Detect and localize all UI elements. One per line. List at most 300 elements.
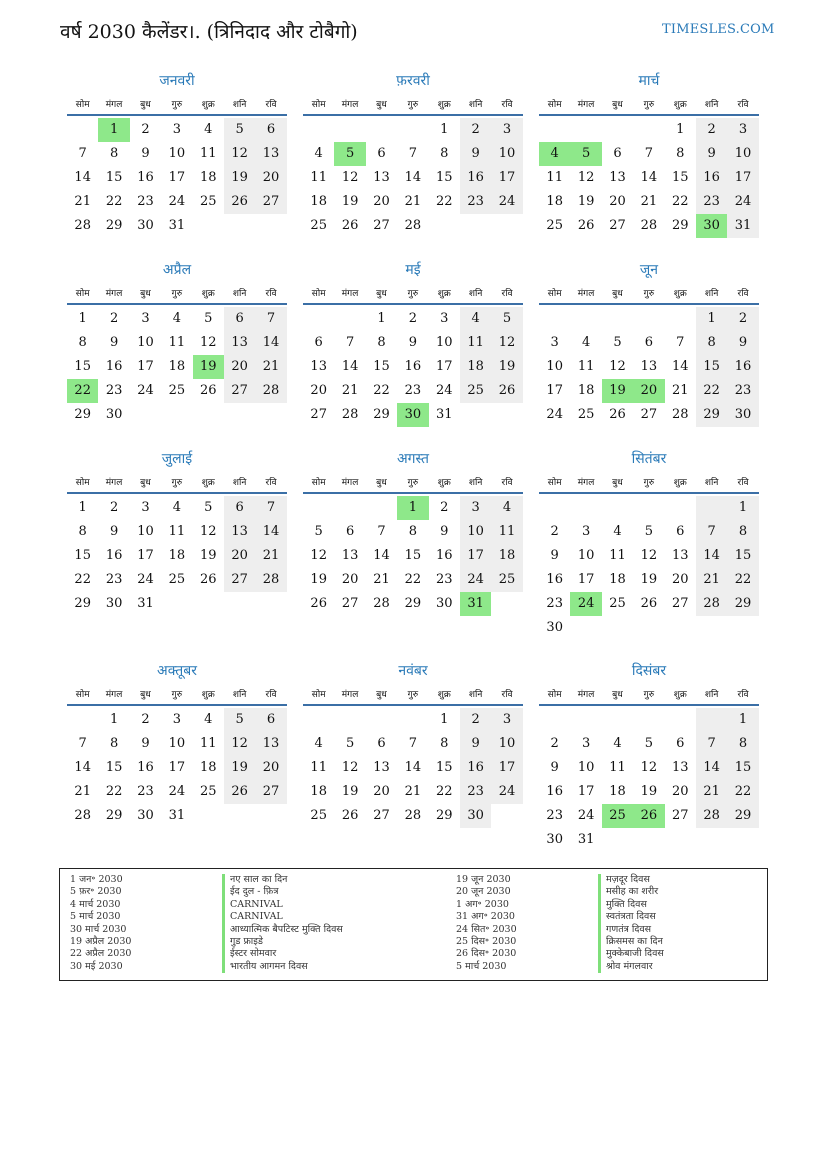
day-cell[interactable]: 20 [310,383,327,398]
day-cell[interactable]: 4 [613,736,622,751]
day-cell[interactable]: 12 [199,335,217,350]
day-cell[interactable]: 14 [404,760,422,775]
day-cell[interactable]: 20 [224,544,255,568]
day-cell[interactable]: 21 [696,780,727,804]
day-cell[interactable]: 11 [491,520,522,544]
day-cell[interactable]: 5 [644,524,653,539]
day-cell[interactable]: 22 [435,784,453,799]
day-cell[interactable]: 18 [609,572,626,587]
day-cell[interactable]: 18 [546,194,563,209]
day-cell[interactable]: 14 [671,359,689,374]
day-cell[interactable]: 4 [613,524,622,539]
day-cell[interactable]: 13 [255,732,286,756]
day-cell[interactable]: 2 [696,118,727,142]
day-cell[interactable]: 27 [671,808,689,823]
day-cell[interactable]: 24 [137,383,154,398]
day-cell[interactable]: 8 [440,736,449,751]
day-cell[interactable]: 18 [310,194,327,209]
day-cell[interactable]: 30 [435,596,453,611]
day-cell[interactable]: 6 [377,736,386,751]
day-cell[interactable]: 4 [581,335,591,350]
day-cell[interactable]: 30 [137,808,154,823]
day-cell[interactable]: 19 [199,548,217,563]
day-cell[interactable]: 24 [460,568,491,592]
day-cell[interactable]: 1 [78,311,87,326]
day-cell[interactable]: 19 [341,784,359,799]
day-cell[interactable]: 26 [491,379,522,403]
day-cell[interactable]: 18 [199,760,217,775]
day-cell[interactable]: 9 [141,146,150,161]
day-cell[interactable]: 9 [440,524,449,539]
day-cell[interactable]: 14 [404,170,422,185]
day-cell[interactable]: 5 [204,500,213,515]
day-cell[interactable]: 13 [373,170,390,185]
day-cell[interactable]: 2 [408,311,417,326]
day-cell[interactable]: 12 [491,331,522,355]
day-cell[interactable]: 25 [491,568,522,592]
day-cell[interactable]: 18 [168,359,186,374]
day-cell[interactable]: 5 [491,307,522,331]
day-cell[interactable]: 1 [676,122,685,137]
day-cell[interactable]: 24 [491,190,522,214]
day-cell[interactable]: 4 [314,736,323,751]
day-cell[interactable]: 24 [168,194,186,209]
day-cell[interactable]: 22 [105,194,123,209]
day-cell[interactable]: 28 [404,808,422,823]
day-cell[interactable]: 23 [404,383,422,398]
day-cell[interactable]: 10 [577,760,595,775]
day-cell[interactable]: 15 [105,170,123,185]
day-cell[interactable]: 20 [224,355,255,379]
day-cell[interactable]: 2 [109,311,119,326]
day-cell[interactable]: 10 [168,146,186,161]
day-cell[interactable]: 25 [310,808,327,823]
day-cell[interactable]: 30 [105,407,123,422]
day-cell[interactable]: 24 [168,784,186,799]
day-cell[interactable]: 1 [440,122,449,137]
day-cell[interactable]: 14 [74,760,91,775]
day-cell[interactable]: 28 [373,596,390,611]
day-cell[interactable]: 22 [373,383,390,398]
day-cell[interactable]: 16 [137,760,154,775]
day-cell[interactable]: 5 [224,708,255,732]
day-cell[interactable]: 20 [255,166,286,190]
day-cell[interactable]: 28 [341,407,359,422]
day-cell[interactable]: 6 [377,146,386,161]
day-cell[interactable]: 7 [255,496,286,520]
day-cell[interactable]: 3 [491,708,522,732]
day-cell[interactable]: 14 [255,331,286,355]
day-cell[interactable]: 21 [341,383,359,398]
day-cell[interactable]: 31 [727,214,758,238]
day-cell[interactable]: 15 [696,355,727,379]
day-cell[interactable]: 8 [696,331,727,355]
day-cell[interactable]: 27 [640,407,658,422]
day-cell[interactable]: 20 [373,784,390,799]
day-cell[interactable]: 9 [696,142,727,166]
day-cell[interactable]: 15 [727,544,758,568]
day-cell[interactable]: 27 [224,568,255,592]
day-cell[interactable]: 4 [314,146,323,161]
day-cell[interactable]: 7 [78,146,87,161]
day-cell[interactable]: 11 [609,548,626,563]
day-cell[interactable]: 28 [255,568,286,592]
day-cell[interactable]: 3 [172,712,181,727]
day-cell[interactable]: 17 [460,544,491,568]
day-cell[interactable]: 25 [168,572,186,587]
day-cell[interactable]: 21 [255,355,286,379]
day-cell[interactable]: 6 [676,524,685,539]
day-cell[interactable]: 15 [727,756,758,780]
day-cell[interactable]: 3 [460,496,491,520]
day-cell[interactable]: 26 [199,572,217,587]
day-cell[interactable]: 21 [74,784,91,799]
day-cell[interactable]: 3 [491,118,522,142]
day-cell[interactable]: 27 [373,218,390,233]
day-cell[interactable]: 24 [435,383,453,398]
day-cell[interactable]: 4 [204,122,213,137]
day-cell[interactable]: 2 [440,500,449,515]
day-cell[interactable]: 22 [404,572,422,587]
day-cell[interactable]: 14 [74,170,91,185]
day-cell[interactable]: 15 [74,548,91,563]
day-cell[interactable]: 21 [404,194,422,209]
day-cell[interactable]: 29 [696,403,727,427]
day-cell[interactable]: 11 [199,736,217,751]
day-cell[interactable]: 5 [345,736,355,751]
day-cell[interactable]: 7 [696,520,727,544]
day-cell[interactable]: 19 [310,572,327,587]
day-cell[interactable]: 12 [341,170,359,185]
day-cell[interactable]: 7 [408,146,417,161]
day-cell[interactable]: 31 [435,407,453,422]
day-cell[interactable]: 28 [640,218,658,233]
day-cell[interactable]: 11 [199,146,217,161]
day-cell[interactable]: 25 [168,383,186,398]
day-cell[interactable]: 17 [577,784,595,799]
day-cell[interactable]: 19 [224,166,255,190]
day-cell[interactable]: 13 [224,520,255,544]
day-cell[interactable]: 2 [141,712,150,727]
day-cell[interactable]: 13 [640,359,658,374]
day-cell[interactable]: 3 [727,118,758,142]
day-cell[interactable]: 29 [105,218,123,233]
day-cell[interactable]: 2 [141,122,150,137]
day-cell[interactable]: 10 [546,359,563,374]
day-cell[interactable]: 5 [204,311,213,326]
day-cell[interactable]: 29 [671,218,689,233]
day-cell[interactable]: 15 [404,548,422,563]
day-cell[interactable]: 15 [435,760,453,775]
day-cell[interactable]: 27 [310,407,327,422]
day-cell[interactable]: 2 [109,500,119,515]
day-cell[interactable]: 17 [546,383,563,398]
day-cell[interactable]: 24 [577,808,595,823]
day-cell[interactable]: 23 [137,194,154,209]
day-cell[interactable]: 18 [460,355,491,379]
day-cell[interactable]: 5 [644,736,653,751]
day-cell[interactable]: 4 [172,311,181,326]
day-cell[interactable]: 18 [168,548,186,563]
day-cell[interactable]: 5 [334,142,365,166]
day-cell[interactable]: 24 [546,407,563,422]
day-cell[interactable]: 3 [172,122,181,137]
day-cell[interactable]: 19 [602,379,633,403]
day-cell[interactable]: 26 [224,780,255,804]
day-cell[interactable]: 21 [74,194,91,209]
day-cell[interactable]: 16 [404,359,422,374]
day-cell[interactable]: 7 [78,736,87,751]
day-cell[interactable]: 29 [373,407,390,422]
day-cell[interactable]: 27 [341,596,359,611]
day-cell[interactable]: 26 [577,218,595,233]
day-cell[interactable]: 20 [671,572,689,587]
day-cell[interactable]: 29 [404,596,422,611]
day-cell[interactable]: 21 [404,784,422,799]
day-cell[interactable]: 9 [109,335,119,350]
day-cell[interactable]: 23 [137,784,154,799]
day-cell[interactable]: 6 [613,146,622,161]
day-cell[interactable]: 10 [577,548,595,563]
day-cell[interactable]: 30 [137,218,154,233]
day-cell[interactable]: 26 [609,407,626,422]
day-cell[interactable]: 12 [609,359,626,374]
day-cell[interactable]: 22 [696,379,727,403]
day-cell[interactable]: 9 [550,548,559,563]
day-cell[interactable]: 5 [314,524,323,539]
day-cell[interactable]: 1 [440,712,449,727]
day-cell[interactable]: 24 [137,572,154,587]
day-cell[interactable]: 11 [168,335,186,350]
day-cell[interactable]: 19 [341,194,359,209]
day-cell[interactable]: 17 [727,166,758,190]
day-cell[interactable]: 11 [310,170,327,185]
day-cell[interactable]: 8 [676,146,685,161]
day-cell[interactable]: 17 [137,548,154,563]
day-cell[interactable]: 29 [74,596,91,611]
day-cell[interactable]: 2 [550,524,559,539]
day-cell[interactable]: 23 [696,190,727,214]
day-cell[interactable]: 13 [671,760,689,775]
day-cell[interactable]: 10 [460,520,491,544]
day-cell[interactable]: 13 [224,331,255,355]
day-cell[interactable]: 16 [727,355,758,379]
day-cell[interactable]: 20 [373,194,390,209]
day-cell[interactable]: 6 [224,496,255,520]
day-cell[interactable]: 26 [341,808,359,823]
day-cell[interactable]: 25 [546,218,563,233]
day-cell[interactable]: 16 [696,166,727,190]
day-cell[interactable]: 11 [577,359,595,374]
day-cell[interactable]: 12 [224,142,255,166]
day-cell[interactable]: 11 [168,524,186,539]
day-cell[interactable]: 25 [602,804,633,828]
day-cell[interactable]: 8 [78,335,87,350]
day-cell[interactable]: 26 [341,218,359,233]
day-cell[interactable]: 4 [539,142,570,166]
day-cell[interactable]: 10 [491,732,522,756]
day-cell[interactable]: 18 [577,383,595,398]
day-cell[interactable]: 2 [460,708,491,732]
day-cell[interactable]: 17 [491,756,522,780]
day-cell[interactable]: 4 [172,500,181,515]
day-cell[interactable]: 8 [727,732,758,756]
day-cell[interactable]: 8 [109,736,119,751]
day-cell[interactable]: 1 [78,500,87,515]
day-cell[interactable]: 15 [373,359,390,374]
day-cell[interactable]: 27 [255,780,286,804]
day-cell[interactable]: 16 [435,548,453,563]
day-cell[interactable]: 3 [581,524,591,539]
day-cell[interactable]: 28 [255,379,286,403]
day-cell[interactable]: 12 [577,170,595,185]
day-cell[interactable]: 8 [78,524,87,539]
day-cell[interactable]: 14 [696,756,727,780]
day-cell[interactable]: 23 [435,572,453,587]
day-cell[interactable]: 16 [137,170,154,185]
day-cell[interactable]: 14 [255,520,286,544]
day-cell[interactable]: 15 [435,170,453,185]
day-cell[interactable]: 9 [460,732,491,756]
day-cell[interactable]: 23 [105,572,123,587]
day-cell[interactable]: 6 [644,335,653,350]
day-cell[interactable]: 13 [255,142,286,166]
day-cell[interactable]: 19 [640,572,658,587]
day-cell[interactable]: 7 [345,335,355,350]
day-cell[interactable]: 18 [310,784,327,799]
day-cell[interactable]: 25 [310,218,327,233]
day-cell[interactable]: 14 [373,548,390,563]
day-cell[interactable]: 1 [727,708,758,732]
day-cell[interactable]: 27 [609,218,626,233]
day-cell[interactable]: 9 [109,524,119,539]
day-cell[interactable]: 5 [224,118,255,142]
day-cell[interactable]: 22 [727,780,758,804]
day-cell[interactable]: 30 [460,804,491,828]
day-cell[interactable]: 19 [491,355,522,379]
day-cell[interactable]: 16 [546,784,563,799]
day-cell[interactable]: 22 [671,194,689,209]
day-cell[interactable]: 11 [546,170,563,185]
day-cell[interactable]: 12 [199,524,217,539]
day-cell[interactable]: 21 [640,194,658,209]
day-cell[interactable]: 9 [550,760,559,775]
day-cell[interactable]: 10 [491,142,522,166]
day-cell[interactable]: 11 [460,331,491,355]
day-cell[interactable]: 29 [74,407,91,422]
day-cell[interactable]: 17 [168,170,186,185]
day-cell[interactable]: 28 [696,804,727,828]
day-cell[interactable]: 9 [460,142,491,166]
day-cell[interactable]: 3 [440,311,449,326]
day-cell[interactable]: 1 [377,311,386,326]
day-cell[interactable]: 10 [727,142,758,166]
day-cell[interactable]: 1 [727,496,758,520]
day-cell[interactable]: 17 [137,359,154,374]
day-cell[interactable]: 22 [105,784,123,799]
day-cell[interactable]: 9 [727,331,758,355]
day-cell[interactable]: 27 [224,379,255,403]
day-cell[interactable]: 5 [570,142,601,166]
day-cell[interactable]: 13 [310,359,327,374]
day-cell[interactable]: 26 [199,383,217,398]
day-cell[interactable]: 2 [727,307,758,331]
day-cell[interactable]: 25 [199,784,217,799]
day-cell[interactable]: 14 [341,359,359,374]
day-cell[interactable]: 12 [640,548,658,563]
day-cell[interactable]: 7 [255,307,286,331]
day-cell[interactable]: 12 [224,732,255,756]
day-cell[interactable]: 4 [460,307,491,331]
day-cell[interactable]: 30 [546,620,563,635]
day-cell[interactable]: 16 [105,548,123,563]
day-cell[interactable]: 23 [460,190,491,214]
day-cell[interactable]: 17 [435,359,453,374]
day-cell[interactable]: 18 [491,544,522,568]
day-cell[interactable]: 20 [671,784,689,799]
day-cell[interactable]: 4 [204,712,213,727]
day-cell[interactable]: 28 [74,218,91,233]
day-cell[interactable]: 2 [460,118,491,142]
day-cell[interactable]: 26 [640,596,658,611]
day-cell[interactable]: 21 [373,572,390,587]
day-cell[interactable]: 29 [727,804,758,828]
day-cell[interactable]: 7 [676,335,685,350]
day-cell[interactable]: 10 [168,736,186,751]
day-cell[interactable]: 28 [671,407,689,422]
day-cell[interactable]: 8 [377,335,386,350]
day-cell[interactable]: 23 [105,383,123,398]
day-cell[interactable]: 17 [168,760,186,775]
day-cell[interactable]: 30 [397,403,428,427]
day-cell[interactable]: 31 [168,218,186,233]
day-cell[interactable]: 12 [640,760,658,775]
day-cell[interactable]: 30 [727,403,758,427]
day-cell[interactable]: 2 [550,736,559,751]
day-cell[interactable]: 16 [546,572,563,587]
day-cell[interactable]: 16 [460,756,491,780]
day-cell[interactable]: 18 [609,784,626,799]
day-cell[interactable]: 25 [609,596,626,611]
day-cell[interactable]: 20 [255,756,286,780]
day-cell[interactable]: 6 [676,736,685,751]
day-cell[interactable]: 18 [199,170,217,185]
day-cell[interactable]: 5 [613,335,622,350]
day-cell[interactable]: 7 [696,732,727,756]
day-cell[interactable]: 25 [199,194,217,209]
day-cell[interactable]: 13 [609,170,626,185]
day-cell[interactable]: 10 [137,335,154,350]
day-cell[interactable]: 8 [109,146,119,161]
day-cell[interactable]: 3 [581,736,591,751]
day-cell[interactable]: 20 [341,572,359,587]
day-cell[interactable]: 8 [440,146,449,161]
day-cell[interactable]: 4 [491,496,522,520]
day-cell[interactable]: 22 [435,194,453,209]
day-cell[interactable]: 7 [408,736,417,751]
day-cell[interactable]: 31 [137,596,154,611]
day-cell[interactable]: 13 [341,548,359,563]
day-cell[interactable]: 11 [310,760,327,775]
day-cell[interactable]: 29 [105,808,123,823]
day-cell[interactable]: 25 [460,379,491,403]
day-cell[interactable]: 19 [640,784,658,799]
day-cell[interactable]: 1 [109,712,119,727]
day-cell[interactable]: 6 [345,524,355,539]
day-cell[interactable]: 25 [577,407,595,422]
day-cell[interactable]: 10 [435,335,453,350]
day-cell[interactable]: 19 [193,355,224,379]
